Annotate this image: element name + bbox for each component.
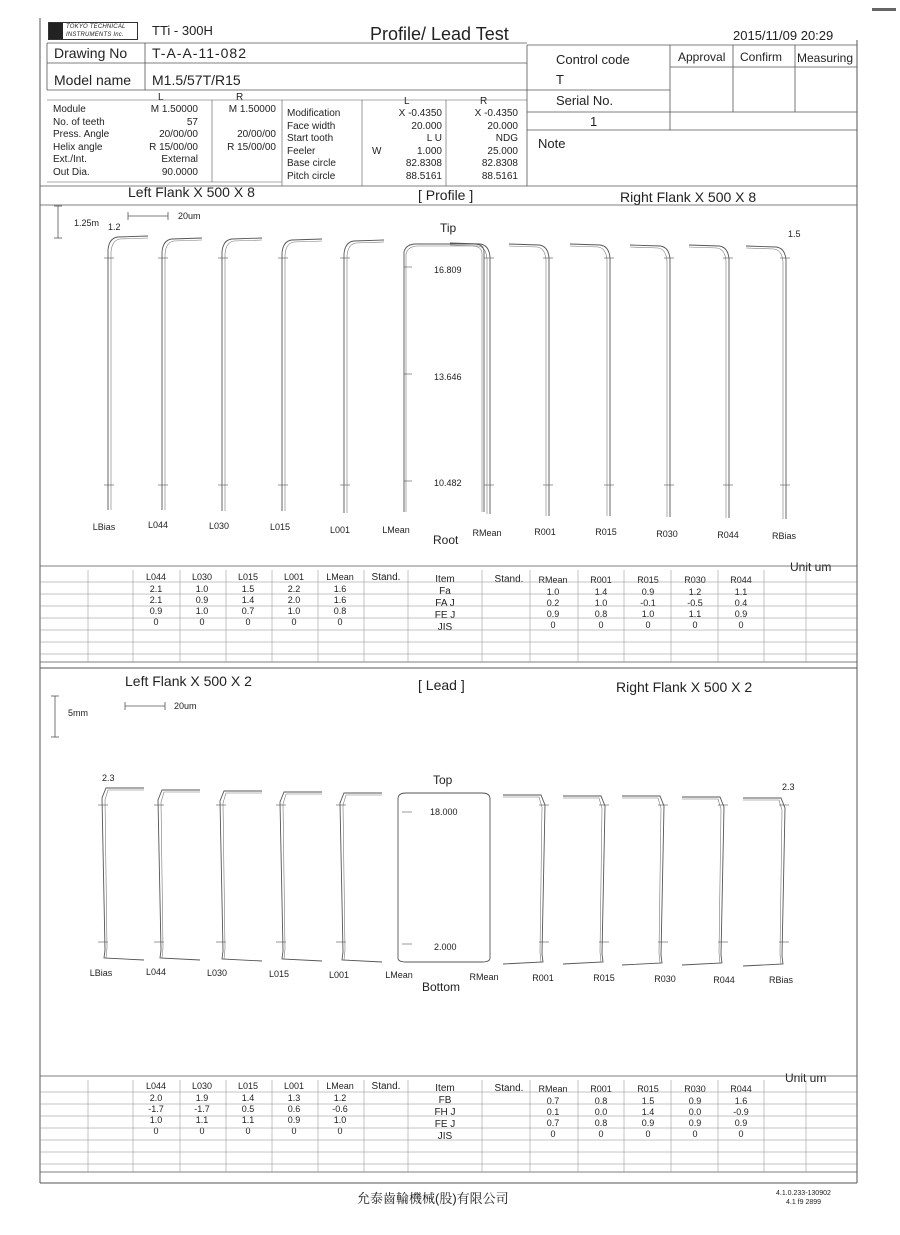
table-cell: 0.9 bbox=[287, 1115, 301, 1125]
table-cell: 0 bbox=[550, 620, 556, 630]
item-name: FB bbox=[438, 1095, 452, 1106]
param-l-value: L U bbox=[426, 133, 442, 144]
profile-trace bbox=[746, 246, 786, 519]
param-r-value: 82.8308 bbox=[481, 158, 518, 169]
profile-trace bbox=[344, 240, 384, 513]
model-name-label: Model name bbox=[54, 72, 132, 88]
param-col-r2: R bbox=[480, 96, 488, 107]
table-cell: 0.8 bbox=[594, 1096, 608, 1106]
param-l-value: 90.0000 bbox=[161, 166, 198, 178]
profile-tooth-label: L015 bbox=[269, 522, 291, 532]
param-label: Start tooth bbox=[287, 133, 334, 144]
item-header: Item bbox=[435, 574, 455, 585]
lead-trace bbox=[563, 796, 605, 964]
lead-trace bbox=[743, 798, 785, 966]
item-name: FE J bbox=[434, 610, 456, 621]
table-cell: 1.0 bbox=[641, 609, 655, 619]
table-cell: 1.1 bbox=[688, 609, 702, 619]
table-cell: 0.8 bbox=[333, 606, 347, 616]
table-cell: 0.7 bbox=[546, 1118, 560, 1128]
machine-model: TTi - 300H bbox=[152, 23, 213, 38]
lead-tooth-label: L015 bbox=[268, 969, 290, 979]
lead-tooth-label: L030 bbox=[206, 968, 228, 978]
drawing-no-value: T-A-A-11-082 bbox=[152, 45, 247, 61]
table-cell: 0.9 bbox=[688, 1096, 702, 1106]
table-cell: -1.7 bbox=[148, 1104, 164, 1114]
software-version: 4.1.0.233-130902 bbox=[776, 1190, 831, 1197]
table-header: L044 bbox=[145, 572, 167, 582]
table-cell: 1.2 bbox=[688, 587, 702, 597]
param-r-value: 20/00/00 bbox=[237, 129, 276, 140]
table-header: R001 bbox=[590, 575, 612, 585]
table-cell: 1.0 bbox=[195, 606, 209, 616]
lead-trace bbox=[682, 799, 721, 963]
drawing-no-label: Drawing No bbox=[54, 45, 128, 61]
table-cell: 0 bbox=[153, 617, 159, 627]
param-col-r: R bbox=[236, 92, 244, 103]
profile-trace bbox=[689, 245, 729, 518]
table-cell: -0.9 bbox=[733, 1107, 749, 1117]
stand-header: Stand. bbox=[371, 1081, 401, 1092]
table-cell: 1.1 bbox=[241, 1115, 255, 1125]
lead-trace bbox=[503, 795, 545, 964]
table-cell: 0.8 bbox=[594, 609, 608, 619]
table-header: LMean bbox=[326, 572, 354, 582]
table-cell: 0 bbox=[738, 620, 744, 630]
table-cell: 1.4 bbox=[641, 1107, 655, 1117]
serial-no-label: Serial No. bbox=[556, 93, 614, 108]
lead-tooth-label: LBias bbox=[89, 968, 113, 978]
lead-trace bbox=[220, 791, 262, 961]
profile-tooth-label: RMean bbox=[472, 528, 502, 538]
table-cell: 1.0 bbox=[546, 587, 560, 597]
profile-tip-label: Tip bbox=[440, 221, 457, 235]
lead-trace bbox=[622, 796, 664, 965]
profile-tooth-label: L030 bbox=[208, 521, 230, 531]
profile-scale-v: 1.25m bbox=[74, 218, 100, 228]
lead-tooth-label: LMean bbox=[385, 970, 413, 980]
lead-tooth-label: R044 bbox=[713, 975, 735, 985]
lead-mark-1: 18.000 bbox=[430, 807, 458, 817]
table-cell: 0.7 bbox=[241, 606, 255, 616]
param-label: Module bbox=[53, 104, 86, 115]
lead-value-left: 2.3 bbox=[102, 773, 115, 783]
table-cell: 0 bbox=[738, 1129, 744, 1139]
profile-scale-h: 20um bbox=[178, 211, 201, 221]
report-datetime: 2015/11/09 20:29 bbox=[733, 28, 834, 43]
item-name: Fa bbox=[439, 586, 451, 597]
profile-tooth-label: R030 bbox=[656, 529, 678, 539]
param-r-value: 20.000 bbox=[487, 120, 518, 132]
lead-trace bbox=[105, 790, 144, 958]
param-l-value: R 15/00/00 bbox=[149, 141, 198, 153]
profile-left-flank: Left Flank X 500 X 8 bbox=[128, 184, 255, 200]
table-cell: 1.0 bbox=[149, 1115, 163, 1125]
table-cell: 0 bbox=[337, 617, 343, 627]
profile-trace bbox=[509, 244, 549, 516]
param-l-value: M 1.50000 bbox=[150, 104, 198, 115]
item-name: JIS bbox=[437, 622, 453, 633]
control-code-value: T bbox=[556, 72, 564, 87]
table-cell: 1.9 bbox=[195, 1093, 209, 1103]
param-l-value: 1.000 bbox=[416, 145, 442, 157]
table-cell: 1.0 bbox=[195, 584, 209, 594]
table-cell: -0.5 bbox=[687, 598, 703, 608]
lead-trace bbox=[682, 797, 724, 965]
lead-mark-2: 2.000 bbox=[434, 942, 457, 952]
item-name: JIS bbox=[437, 1131, 453, 1142]
param-label: Pitch circle bbox=[287, 170, 336, 182]
table-cell: 0 bbox=[199, 1126, 205, 1136]
table-cell: 0.9 bbox=[641, 1118, 655, 1128]
profile-mark-2: 13.646 bbox=[434, 372, 462, 382]
item-name: FE J bbox=[434, 1119, 456, 1130]
table-cell: 0 bbox=[337, 1126, 343, 1136]
lead-trace bbox=[343, 795, 382, 960]
profile-tooth-label: L044 bbox=[147, 520, 169, 530]
table-header: L030 bbox=[191, 1081, 213, 1091]
table-header: R015 bbox=[637, 575, 659, 585]
param-r-value: 88.5161 bbox=[481, 170, 518, 182]
profile-trace bbox=[347, 242, 384, 513]
table-header: L015 bbox=[237, 1081, 259, 1091]
table-cell: 1.1 bbox=[734, 587, 748, 597]
profile-trace bbox=[630, 247, 667, 517]
table-cell: 0 bbox=[199, 617, 205, 627]
control-code-label: Control code bbox=[556, 52, 630, 67]
param-label: Face width bbox=[287, 120, 336, 132]
lead-trace bbox=[161, 792, 200, 958]
table-cell: 0 bbox=[245, 617, 251, 627]
table-cell: 1.6 bbox=[734, 1096, 748, 1106]
lead-tooth-label: R001 bbox=[532, 973, 554, 983]
param-label: No. of teeth bbox=[53, 116, 105, 128]
profile-right-flank: Right Flank X 500 X 8 bbox=[620, 189, 757, 205]
report-title: Profile/ Lead Test bbox=[370, 24, 509, 44]
lead-trace bbox=[503, 797, 542, 962]
table-header: RMean bbox=[538, 575, 568, 585]
table-header: LMean bbox=[326, 1081, 354, 1091]
lead-mean-trace bbox=[398, 793, 490, 962]
table-cell: 0 bbox=[645, 1129, 651, 1139]
table-cell: 0 bbox=[598, 620, 604, 630]
table-cell: 0 bbox=[153, 1126, 159, 1136]
table-cell: 1.3 bbox=[287, 1093, 301, 1103]
table-cell: 1.0 bbox=[287, 606, 301, 616]
profile-tooth-label: L001 bbox=[329, 525, 351, 535]
table-cell: 0 bbox=[692, 1129, 698, 1139]
table-cell: 1.4 bbox=[594, 587, 608, 597]
profile-trace bbox=[630, 245, 670, 517]
table-cell: 0.9 bbox=[734, 609, 748, 619]
table-cell: 0.9 bbox=[688, 1118, 702, 1128]
table-header: R015 bbox=[637, 1084, 659, 1094]
param-r-value: NDG bbox=[495, 133, 518, 144]
table-header: R001 bbox=[590, 1084, 612, 1094]
profile-trace bbox=[222, 238, 262, 511]
table-header: R030 bbox=[684, 1084, 706, 1094]
corner-mark bbox=[872, 8, 896, 11]
table-cell: 1.4 bbox=[241, 595, 255, 605]
param-l-value: 88.5161 bbox=[405, 170, 442, 182]
table-header: RMean bbox=[538, 1084, 568, 1094]
table-cell: 0 bbox=[550, 1129, 556, 1139]
profile-trace bbox=[162, 238, 202, 510]
table-cell: 0.4 bbox=[734, 598, 748, 608]
table-header: R030 bbox=[684, 575, 706, 585]
param-label: Ext./Int. bbox=[53, 154, 87, 165]
table-cell: -1.7 bbox=[194, 1104, 210, 1114]
table-cell: 0 bbox=[245, 1126, 251, 1136]
param-r-value: 25.000 bbox=[487, 145, 518, 157]
table-cell: 0.0 bbox=[688, 1107, 702, 1117]
param-label: Modification bbox=[287, 108, 341, 119]
stand-header: Stand. bbox=[494, 574, 524, 585]
table-cell: 0.9 bbox=[641, 587, 655, 597]
table-header: L001 bbox=[283, 572, 305, 582]
profile-trace bbox=[165, 240, 202, 510]
profile-root-label: Root bbox=[433, 533, 459, 547]
table-cell: 0.6 bbox=[287, 1104, 301, 1114]
item-name: FA J bbox=[435, 598, 455, 609]
table-cell: 0.2 bbox=[546, 598, 560, 608]
param-label: Press. Angle bbox=[53, 129, 110, 140]
table-header: R044 bbox=[730, 1084, 752, 1094]
table-header: L030 bbox=[191, 572, 213, 582]
lead-value-right: 2.3 bbox=[782, 782, 795, 792]
param-prefix: W bbox=[372, 145, 382, 157]
item-name: FH J bbox=[434, 1107, 456, 1118]
lead-section-title: [ Lead ] bbox=[418, 677, 465, 693]
table-cell: 0.1 bbox=[546, 1107, 560, 1117]
table-cell: 1.4 bbox=[241, 1093, 255, 1103]
lead-tooth-label: RBias bbox=[768, 975, 793, 985]
table-cell: 0.7 bbox=[546, 1096, 560, 1106]
profile-trace bbox=[285, 241, 322, 511]
table-cell: 1.5 bbox=[641, 1096, 655, 1106]
table-cell: 1.2 bbox=[333, 1093, 347, 1103]
lead-tooth-label: R015 bbox=[593, 973, 615, 983]
param-l-value: X -0.4350 bbox=[398, 108, 442, 119]
profile-trace bbox=[108, 236, 148, 510]
lead-trace bbox=[283, 794, 322, 959]
table-cell: 0.9 bbox=[734, 1118, 748, 1128]
table-header: R044 bbox=[730, 575, 752, 585]
param-r-value: X -0.4350 bbox=[474, 108, 518, 119]
table-cell: 0 bbox=[291, 1126, 297, 1136]
param-r-value: M 1.50000 bbox=[228, 104, 276, 115]
param-label: Out Dia. bbox=[53, 166, 90, 178]
lead-bottom-label: Bottom bbox=[422, 980, 461, 994]
table-cell: 1.0 bbox=[333, 1115, 347, 1125]
param-r-value: R 15/00/00 bbox=[227, 141, 276, 153]
company-name: 允泰齒輪機械(股)有限公司 bbox=[357, 1191, 509, 1206]
table-cell: 0 bbox=[598, 1129, 604, 1139]
table-cell: 0.9 bbox=[195, 595, 209, 605]
param-col-l2: L bbox=[404, 96, 410, 107]
software-build: 4.1 f9 2899 bbox=[786, 1199, 822, 1206]
table-cell: 2.0 bbox=[287, 595, 301, 605]
lead-trace bbox=[280, 792, 322, 961]
table-cell: 1.6 bbox=[333, 595, 347, 605]
profile-trace bbox=[111, 238, 148, 510]
param-label: Feeler bbox=[287, 145, 316, 157]
lead-scale-v: 5mm bbox=[68, 708, 88, 718]
profile-trace bbox=[570, 244, 610, 516]
lead-right-flank: Right Flank X 500 X 2 bbox=[616, 679, 753, 695]
table-header: L044 bbox=[145, 1081, 167, 1091]
confirm-label: Confirm bbox=[740, 50, 783, 64]
lead-left-flank: Left Flank X 500 X 2 bbox=[125, 673, 252, 689]
profile-section-title: [ Profile ] bbox=[418, 187, 474, 203]
param-l-value: 82.8308 bbox=[405, 158, 442, 169]
table-header: L001 bbox=[283, 1081, 305, 1091]
profile-value-left: 1.2 bbox=[108, 222, 121, 232]
param-l-value: 57 bbox=[186, 116, 198, 128]
company-logo bbox=[48, 22, 138, 40]
lead-trace bbox=[340, 793, 382, 962]
logo-text: TOKYO TECHNICAL INSTRUMENTS Inc. bbox=[66, 24, 126, 38]
param-l-value: External bbox=[161, 154, 198, 165]
table-cell: 1.6 bbox=[333, 584, 347, 594]
profile-mark-3: 10.482 bbox=[434, 478, 462, 488]
lead-tooth-label: L001 bbox=[328, 970, 350, 980]
param-l-value: 20.000 bbox=[411, 120, 442, 132]
param-col-l: L bbox=[158, 92, 164, 103]
lead-unit: Unit um bbox=[785, 1071, 827, 1085]
lead-trace bbox=[102, 788, 144, 960]
table-cell: 0.8 bbox=[594, 1118, 608, 1128]
profile-trace bbox=[225, 240, 262, 511]
table-cell: 2.1 bbox=[149, 584, 163, 594]
table-cell: -0.6 bbox=[332, 1104, 348, 1114]
profile-trace bbox=[570, 246, 607, 516]
note-label: Note bbox=[538, 136, 566, 151]
profile-trace bbox=[689, 247, 726, 518]
lead-trace bbox=[622, 798, 661, 963]
serial-no-value: 1 bbox=[590, 114, 598, 129]
table-cell: 2.2 bbox=[287, 584, 301, 594]
model-name-value: M1.5/57T/R15 bbox=[152, 72, 241, 88]
stand-header: Stand. bbox=[371, 572, 401, 583]
profile-tooth-label: RBias bbox=[771, 531, 796, 541]
profile-mark-1: 16.809 bbox=[434, 265, 462, 275]
table-cell: 0.9 bbox=[149, 606, 163, 616]
lead-scale-h: 20um bbox=[174, 701, 197, 711]
table-cell: 1.1 bbox=[195, 1115, 209, 1125]
table-cell: 2.1 bbox=[149, 595, 163, 605]
logo-mark-icon bbox=[49, 23, 63, 39]
lead-top-label: Top bbox=[433, 773, 453, 787]
table-header: L015 bbox=[237, 572, 259, 582]
lead-trace bbox=[743, 800, 782, 964]
lead-tooth-label: RMean bbox=[469, 972, 499, 982]
profile-unit: Unit um bbox=[790, 560, 832, 574]
item-header: Item bbox=[435, 1083, 455, 1094]
profile-tooth-label: R001 bbox=[534, 527, 556, 537]
profile-trace bbox=[746, 248, 783, 519]
table-cell: 0.9 bbox=[546, 609, 560, 619]
param-label: Base circle bbox=[287, 158, 336, 169]
profile-tooth-label: LMean bbox=[382, 525, 410, 535]
table-cell: 0.5 bbox=[241, 1104, 255, 1114]
table-cell: 0 bbox=[291, 617, 297, 627]
profile-tooth-label: R015 bbox=[595, 527, 617, 537]
stand-header: Stand. bbox=[494, 1083, 524, 1094]
table-cell: -0.1 bbox=[640, 598, 656, 608]
table-cell: 0.0 bbox=[594, 1107, 608, 1117]
profile-tooth-label: LBias bbox=[92, 522, 116, 532]
lead-trace bbox=[223, 793, 262, 959]
lead-trace bbox=[158, 790, 200, 960]
lead-tooth-label: R030 bbox=[654, 974, 676, 984]
profile-trace bbox=[282, 239, 322, 511]
approval-label: Approval bbox=[678, 50, 726, 64]
lead-trace bbox=[563, 798, 602, 962]
lead-tooth-label: L044 bbox=[145, 967, 167, 977]
table-cell: 0 bbox=[692, 620, 698, 630]
param-l-value: 20/00/00 bbox=[159, 129, 198, 140]
param-label: Helix angle bbox=[53, 141, 103, 153]
measuring-label: Measuring bbox=[797, 51, 854, 65]
table-cell: 1.0 bbox=[594, 598, 608, 608]
profile-tooth-label: R044 bbox=[717, 530, 739, 540]
table-cell: 1.5 bbox=[241, 584, 255, 594]
profile-value-right: 1.5 bbox=[788, 229, 801, 239]
table-cell: 0 bbox=[645, 620, 651, 630]
table-cell: 2.0 bbox=[149, 1093, 163, 1103]
profile-trace bbox=[509, 246, 546, 516]
